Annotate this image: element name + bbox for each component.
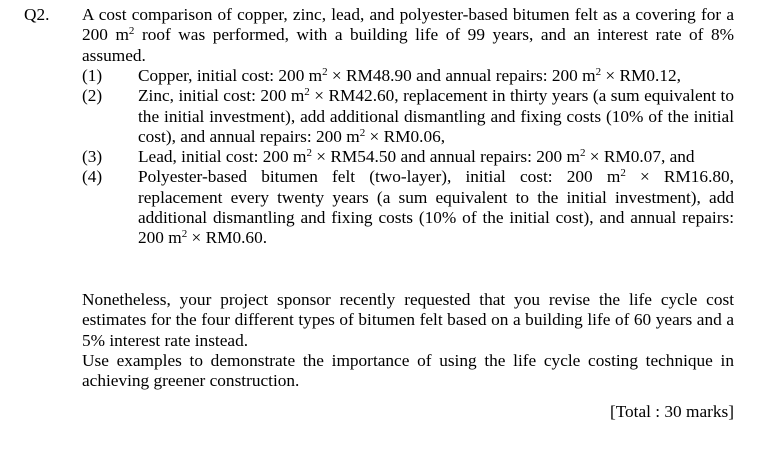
item-text: × RM0.06, xyxy=(365,126,446,146)
item-text: Polyester-based bitumen felt (two-layer), initial cost: 200 m xyxy=(138,167,621,187)
list-item-zinc xyxy=(82,86,734,147)
unit-superscript: 2 xyxy=(304,86,310,99)
item-number: (1) xyxy=(82,66,103,85)
unit-superscript: 2 xyxy=(181,228,188,241)
total-marks: [Total : 30 marks] xyxy=(609,402,734,421)
item-text: × RM0.60. xyxy=(187,228,268,248)
unit-superscript: 2 xyxy=(306,147,312,160)
item-text: × RM0.12, xyxy=(601,66,681,85)
unit-superscript: 2 xyxy=(620,167,626,180)
list-item-copper xyxy=(82,66,734,86)
question-intro xyxy=(82,5,734,66)
question-number: Q2. xyxy=(24,5,50,24)
item-text: Copper, initial cost: 200 m xyxy=(138,66,323,85)
unit-superscript: 2 xyxy=(359,126,366,139)
unit-superscript: 2 xyxy=(128,25,135,38)
intro-text-2: roof was performed, with a building life of 99 years, and an interest rate of 8% assumed. xyxy=(82,25,735,65)
item-number: (3) xyxy=(82,147,103,167)
item-text: × RM48.90 and annual repairs: 200 m xyxy=(327,66,596,85)
list-item-lead xyxy=(82,147,734,167)
item-text: × RM16.80, replacement every twenty years (a sum equivalent to the initial investment), add additional dismantling and fixing costs (10% of the initial cost), and annual repairs: 200 m xyxy=(138,167,734,248)
unit-superscript: 2 xyxy=(579,147,586,160)
item-number: (2) xyxy=(82,86,103,106)
item-text: Lead, initial cost: 200 m xyxy=(138,147,307,167)
revision-paragraph: Nonetheless, your project sponsor recently requested that you revise the life cycle cost estimates for the four different types of bitumen felt based on a building life of 60 years and a 5% interest rate instead. xyxy=(82,290,734,350)
item-text: × RM42.60, replacement in thirty years (a sum equivalent to the initial investment), add additional dismantling and fixing costs (10% of the initial cost), and annual repairs: 200 m xyxy=(138,86,734,146)
list-item-bitumen-felt xyxy=(82,167,734,248)
unit-superscript: 2 xyxy=(595,66,602,78)
item-text: Zinc, initial cost: 200 m xyxy=(138,86,305,106)
item-number: (4) xyxy=(82,167,103,187)
task-paragraph: Use examples to demonstrate the importance of using the life cycle costing technique in achieving greener construction. xyxy=(82,351,734,391)
item-list xyxy=(82,66,734,249)
item-text: × RM0.07, and xyxy=(585,147,695,167)
intro-text-1: A cost comparison of copper, zinc, lead, and polyester-based bitumen felt as a covering for a 200 m xyxy=(82,5,734,45)
item-text: × RM54.50 and annual repairs: 200 m xyxy=(311,147,580,167)
unit-superscript: 2 xyxy=(322,66,328,78)
